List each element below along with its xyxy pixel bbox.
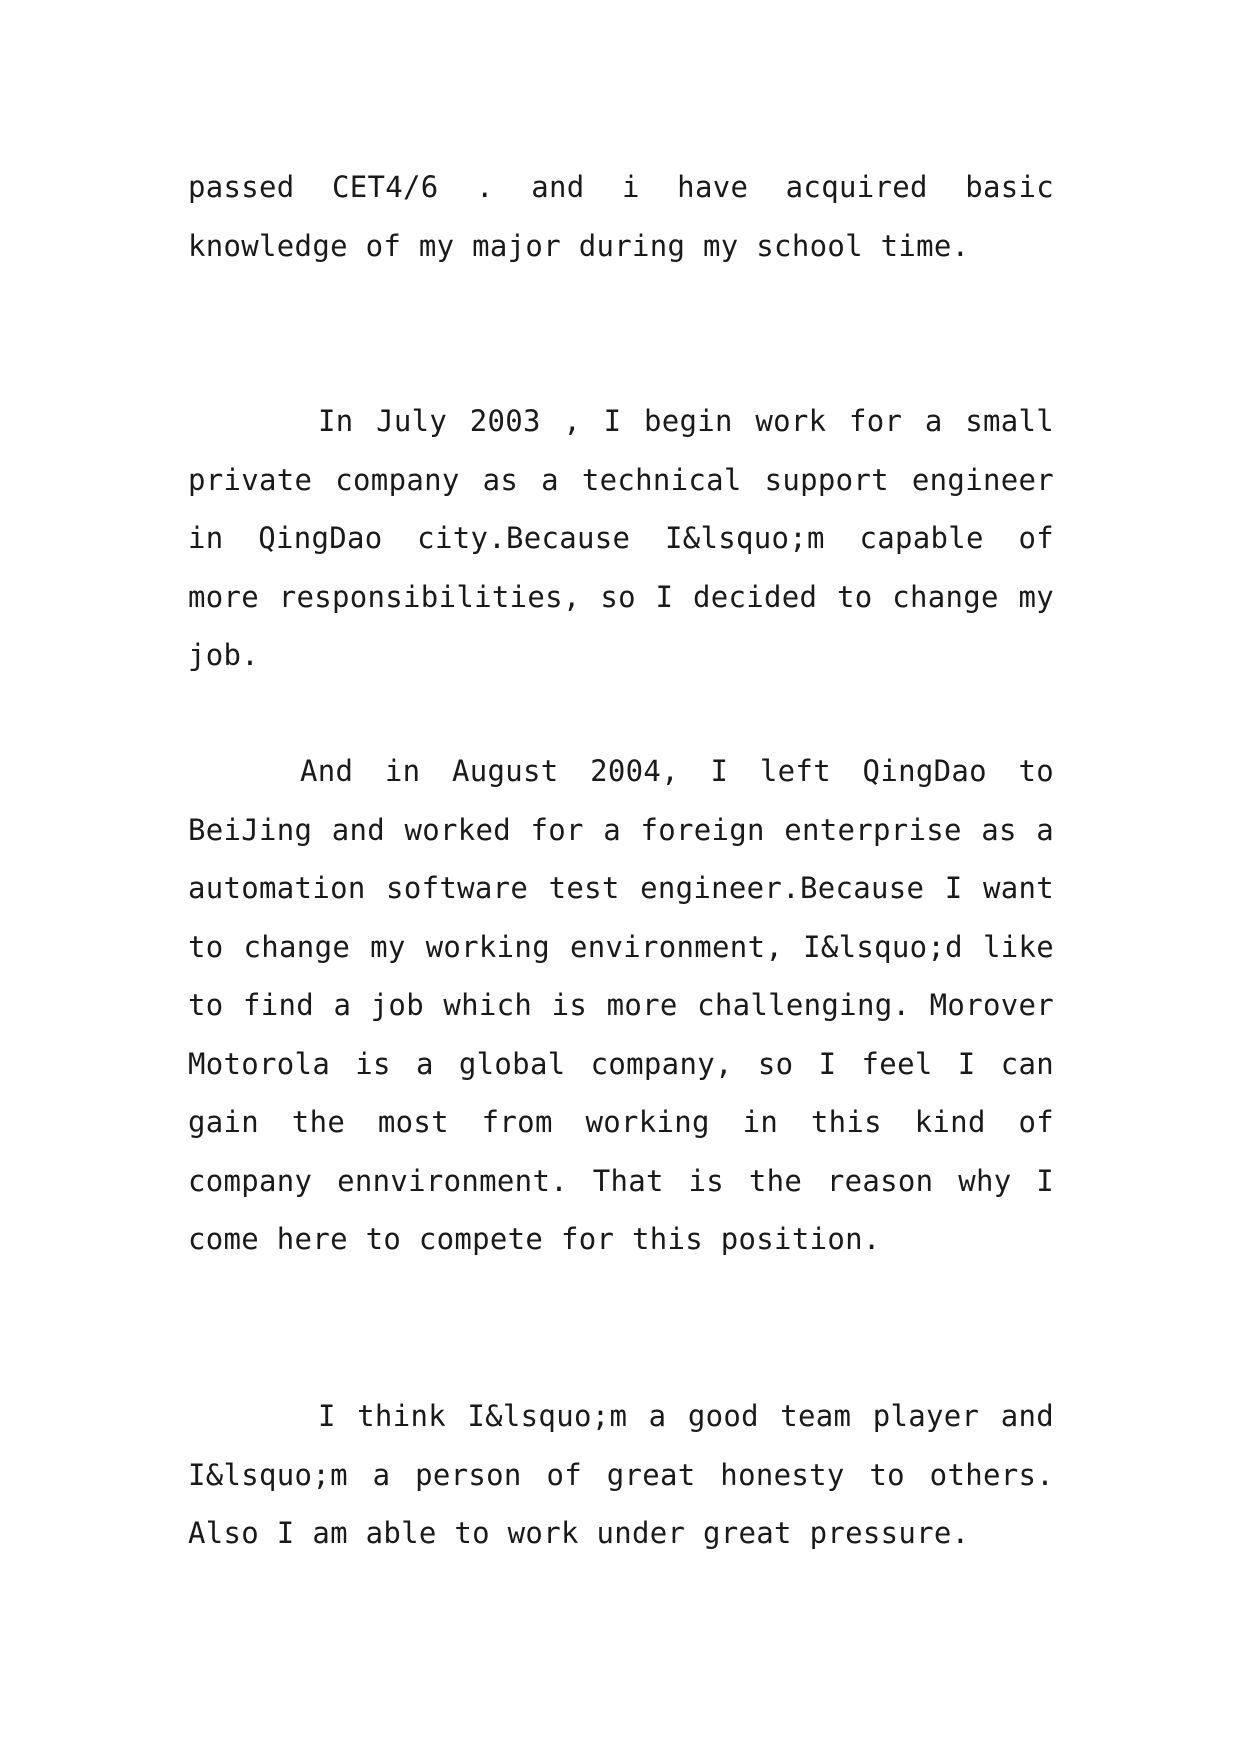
paragraph-second-job: And in August 2004, I left QingDao to BeiJing and worked for a foreign enterprise as a automation software test engineer.Because I want to change my working environment, I&lsquo;d like to find a job which is more challenging. Morover Motorola is a global company, so I feel I can gain the most from working in this kind of company ennvironment. That is the reason why I come here to compete for this position. xyxy=(188,754,1054,1256)
paragraph-education: passed CET4/6 . and i have acquired basic knowledge of my major during my school time. xyxy=(188,170,1054,263)
paragraph-first-job: In July 2003 , I begin work for a small private company as a technical support engineer in QingDao city.Because I&lsquo;m capable of more responsibilities, so I decided to change my job. xyxy=(188,404,1054,672)
paragraph-personal-qualities: I think I&lsquo;m a good team player and I&lsquo;m a person of great honesty to others. Also I am able to work under great pressure. xyxy=(188,1399,1054,1550)
